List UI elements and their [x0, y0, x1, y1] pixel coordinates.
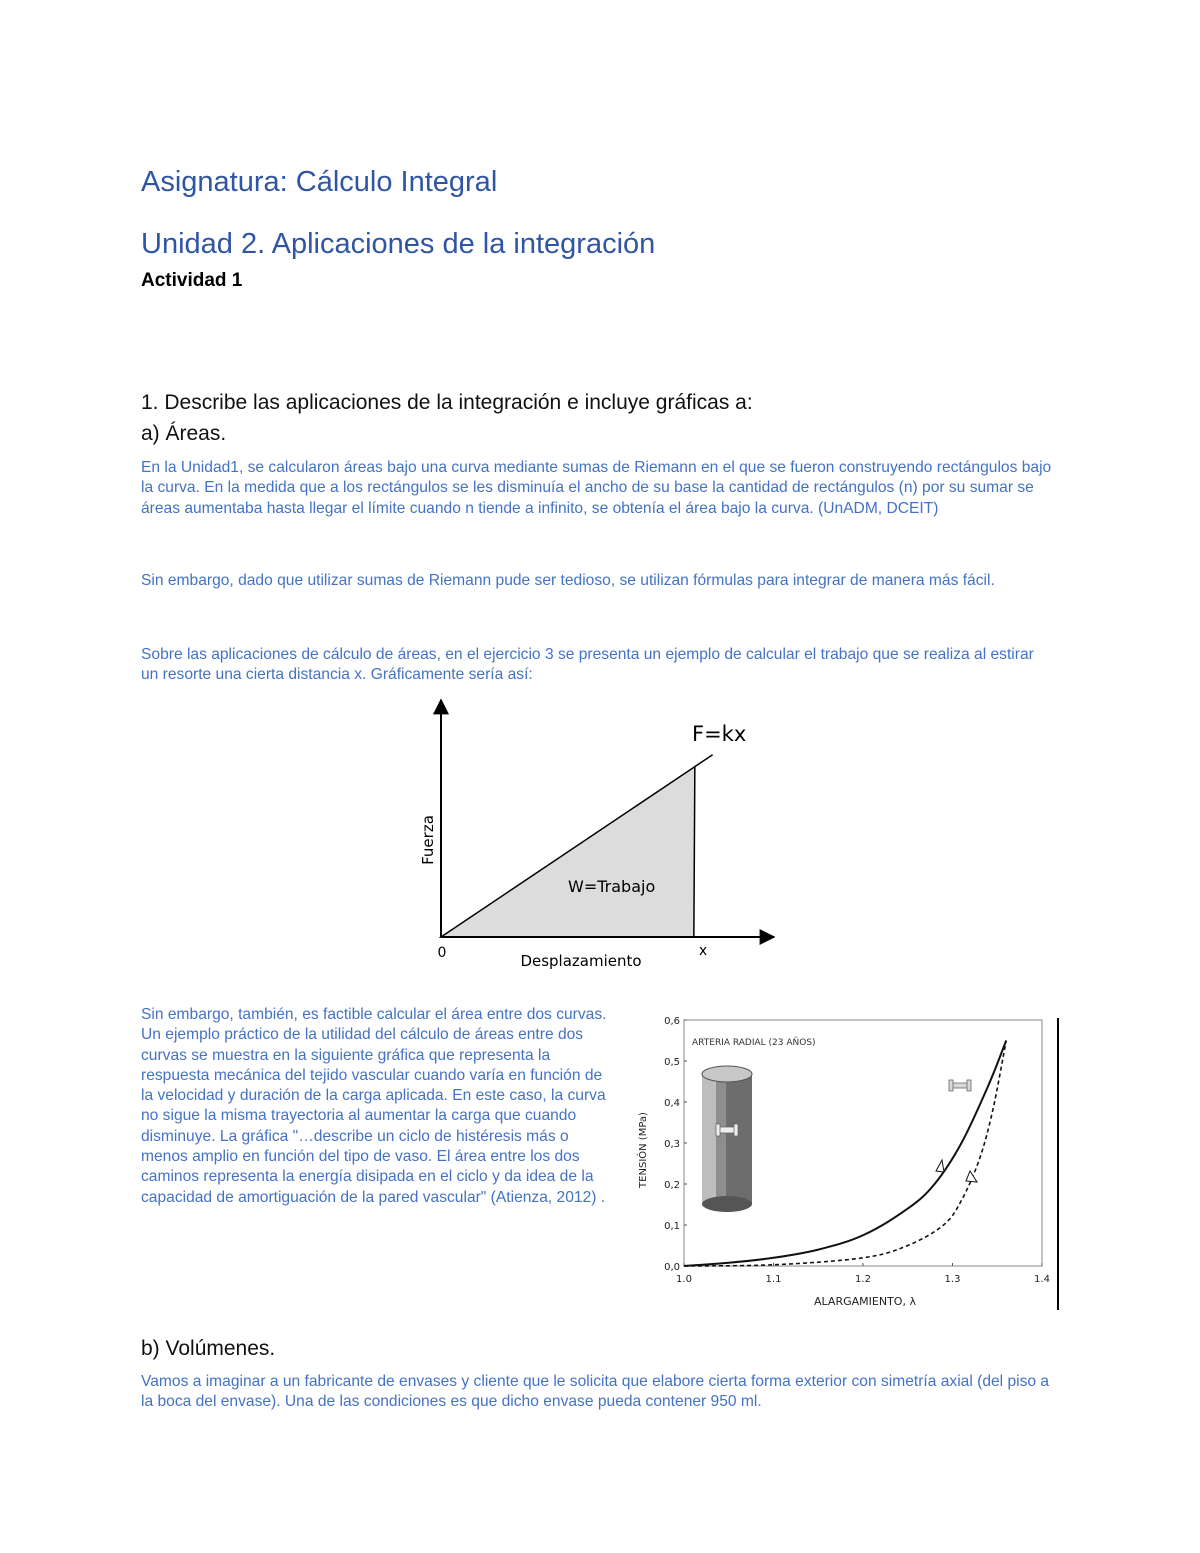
area-label: W=Trabajo — [568, 877, 656, 896]
paragraph-volumes: Vamos a imaginar a un fabricante de envases y cliente que le solicita que elabore cierta forma exterior con simetría axial (del piso a la boca del envase). Una de las condiciones es que dicho envase pueda contener 950 ml. — [141, 1373, 1050, 1411]
unit-title: Unidad 2. Aplicaciones de la integración — [141, 228, 656, 260]
x-tick-label: 1.0 — [676, 1274, 692, 1285]
x-tick-origin: 0 — [437, 945, 447, 961]
equation-label: F=kx — [692, 722, 747, 746]
force-line-extension — [695, 755, 713, 767]
work-chart — [400, 690, 800, 980]
x-tick-x: x — [698, 943, 708, 959]
y-axis-label: TENSIÓN (MPa) — [638, 1112, 649, 1188]
y-tick-label: 0,0 — [664, 1262, 680, 1273]
load-direction-arrow — [936, 1160, 944, 1172]
subject-title: Asignatura: Cálculo Integral — [141, 166, 498, 198]
y-tick-label: 0,4 — [664, 1098, 680, 1109]
unload-direction-arrow — [966, 1171, 977, 1182]
x-tick-label: 1.2 — [855, 1274, 871, 1285]
y-tick-label: 0,1 — [664, 1221, 680, 1232]
chart-title: ARTERIA RADIAL (23 AÑOS) — [692, 1038, 816, 1048]
hysteresis-chart — [630, 1010, 1062, 1310]
part-a-heading: a) Áreas. — [141, 422, 227, 445]
y-tick-label: 0,6 — [664, 1016, 680, 1027]
paragraph-hysteresis: Sin embargo, también, es factible calcular el área entre dos curvas. Un ejemplo práctico de la utilidad del cálculo de áreas entre dos curvas se muestra en la siguiente gráfica que representa la respuesta mecánica del tejido vascular cuando varía en función de la velocidad y duración de la carga aplicada. En este caso, la curva no sigue la misma trayectoria al aumentar la carga que cuando disminuye. La gráfica "…describe un ciclo de histéresis más o menos amplio en función del tipo de vaso. El área entre los dos caminos representa la energía disipada en el ciclo y da idea de la capacidad de amortiguación de la pared vascular" (Atienza, 2012) . — [141, 1006, 607, 1206]
y-tick-label: 0,3 — [664, 1139, 680, 1150]
x-tick-label: 1.4 — [1034, 1274, 1050, 1285]
y-tick-label: 0,5 — [664, 1057, 680, 1068]
y-axis-label: Fuerza — [419, 815, 437, 865]
activity-heading: Actividad 1 — [141, 270, 243, 291]
x-tick-label: 1.1 — [765, 1274, 782, 1285]
x-tick-label: 1.3 — [944, 1274, 961, 1285]
tissue-sample-icon — [949, 1080, 971, 1091]
y-tick-label: 0,2 — [664, 1180, 680, 1191]
artery-icon — [702, 1066, 752, 1212]
work-area-shading — [441, 767, 695, 937]
part-b-heading: b) Volúmenes. — [141, 1337, 276, 1360]
question-prompt: 1. Describe las aplicaciones de la integración e incluye gráficas a: — [141, 391, 753, 414]
x-axis-label: Desplazamiento — [520, 952, 642, 970]
paragraph-riemann: En la Unidad1, se calcularon áreas bajo una curva mediante sumas de Riemann en el que se fueron construyendo rectángulos bajo la curva. En la medida que a los rectángulos se les disminuía el ancho de su base la cantidad de rectángulos (n) por su sumar se áreas aumentaba hasta llegar el límite cuando n tiende a infinito, se obtenía el área bajo la curva. (UnADM, DCEIT) — [141, 459, 1052, 517]
x-axis-label: ALARGAMIENTO, λ — [814, 1295, 916, 1308]
paragraph-work-example: Sobre las aplicaciones de cálculo de áreas, en el ejercicio 3 se presenta un ejemplo de calcular el trabajo que se realiza al estirar un resorte una cierta distancia x. Gráficamente sería así: — [141, 646, 1034, 684]
paragraph-formulas: Sin embargo, dado que utilizar sumas de Riemann pude ser tedioso, se utilizan fórmulas para integrar de manera más fácil. — [141, 572, 995, 589]
